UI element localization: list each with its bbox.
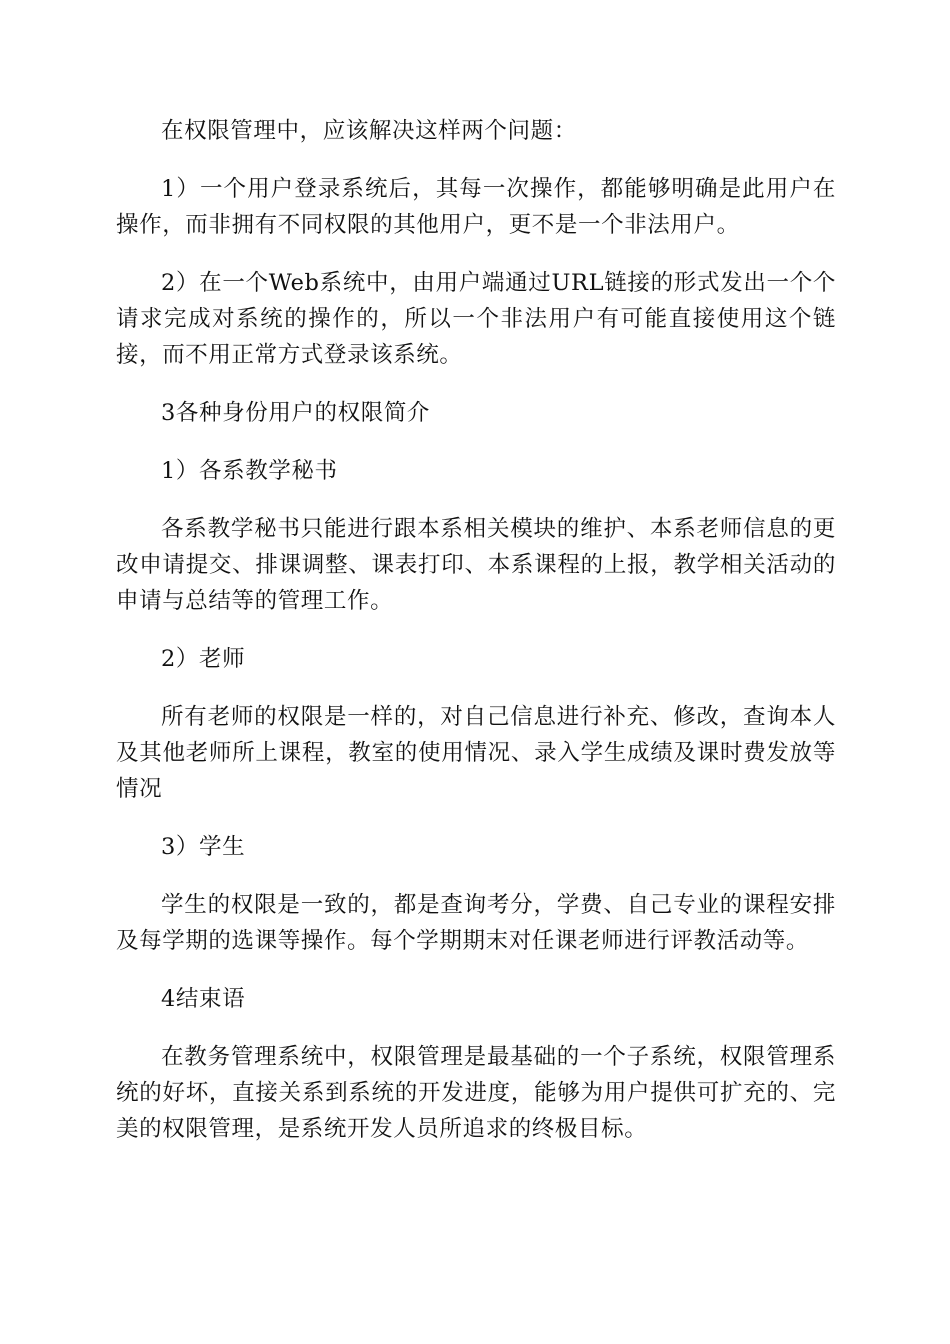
section-heading-conclusion: 4结束语	[161, 986, 246, 1012]
paragraph-secretary: 各系教学秘书只能进行跟本系相关模块的维护、本系老师信息的更改申请提交、排课调整、课表打印、本系课程的上报，教学相关活动的申请与总结等的管理工作。	[116, 516, 836, 614]
section-heading-permissions: 3各种身份用户的权限简介	[161, 400, 431, 426]
subheading-teacher: 2）老师	[161, 646, 246, 672]
paragraph-intro: 在权限管理中，应该解决这样两个问题：	[161, 118, 577, 144]
paragraph-teacher: 所有老师的权限是一样的，对自己信息进行补充、修改，查询本人及其他老师所上课程，教室的使用情况、录入学生成绩及课时费发放等情况	[116, 704, 836, 802]
document-body	[116, 113, 836, 1169]
subheading-student: 3）学生	[161, 834, 246, 860]
paragraph-issue-2: 2）在一个Web系统中，由用户端通过URL链接的形式发出一个个请求完成对系统的操作的，所以一个非法用户有可能直接使用这个链接，而不用正常方式登录该系统。	[116, 270, 836, 368]
paragraph-student: 学生的权限是一致的，都是查询考分，学费、自己专业的课程安排及每学期的选课等操作。每个学期期末对任课老师进行评教活动等。	[116, 892, 836, 954]
paragraph-issue-1: 1）一个用户登录系统后，其每一次操作，都能够明确是此用户在操作，而非拥有不同权限的其他用户，更不是一个非法用户。	[116, 176, 836, 238]
subheading-secretary: 1）各系教学秘书	[161, 458, 338, 484]
paragraph-conclusion: 在教务管理系统中，权限管理是最基础的一个子系统，权限管理系统的好坏，直接关系到系统的开发进度，能够为用户提供可扩充的、完美的权限管理，是系统开发人员所追求的终极目标。	[116, 1044, 836, 1142]
